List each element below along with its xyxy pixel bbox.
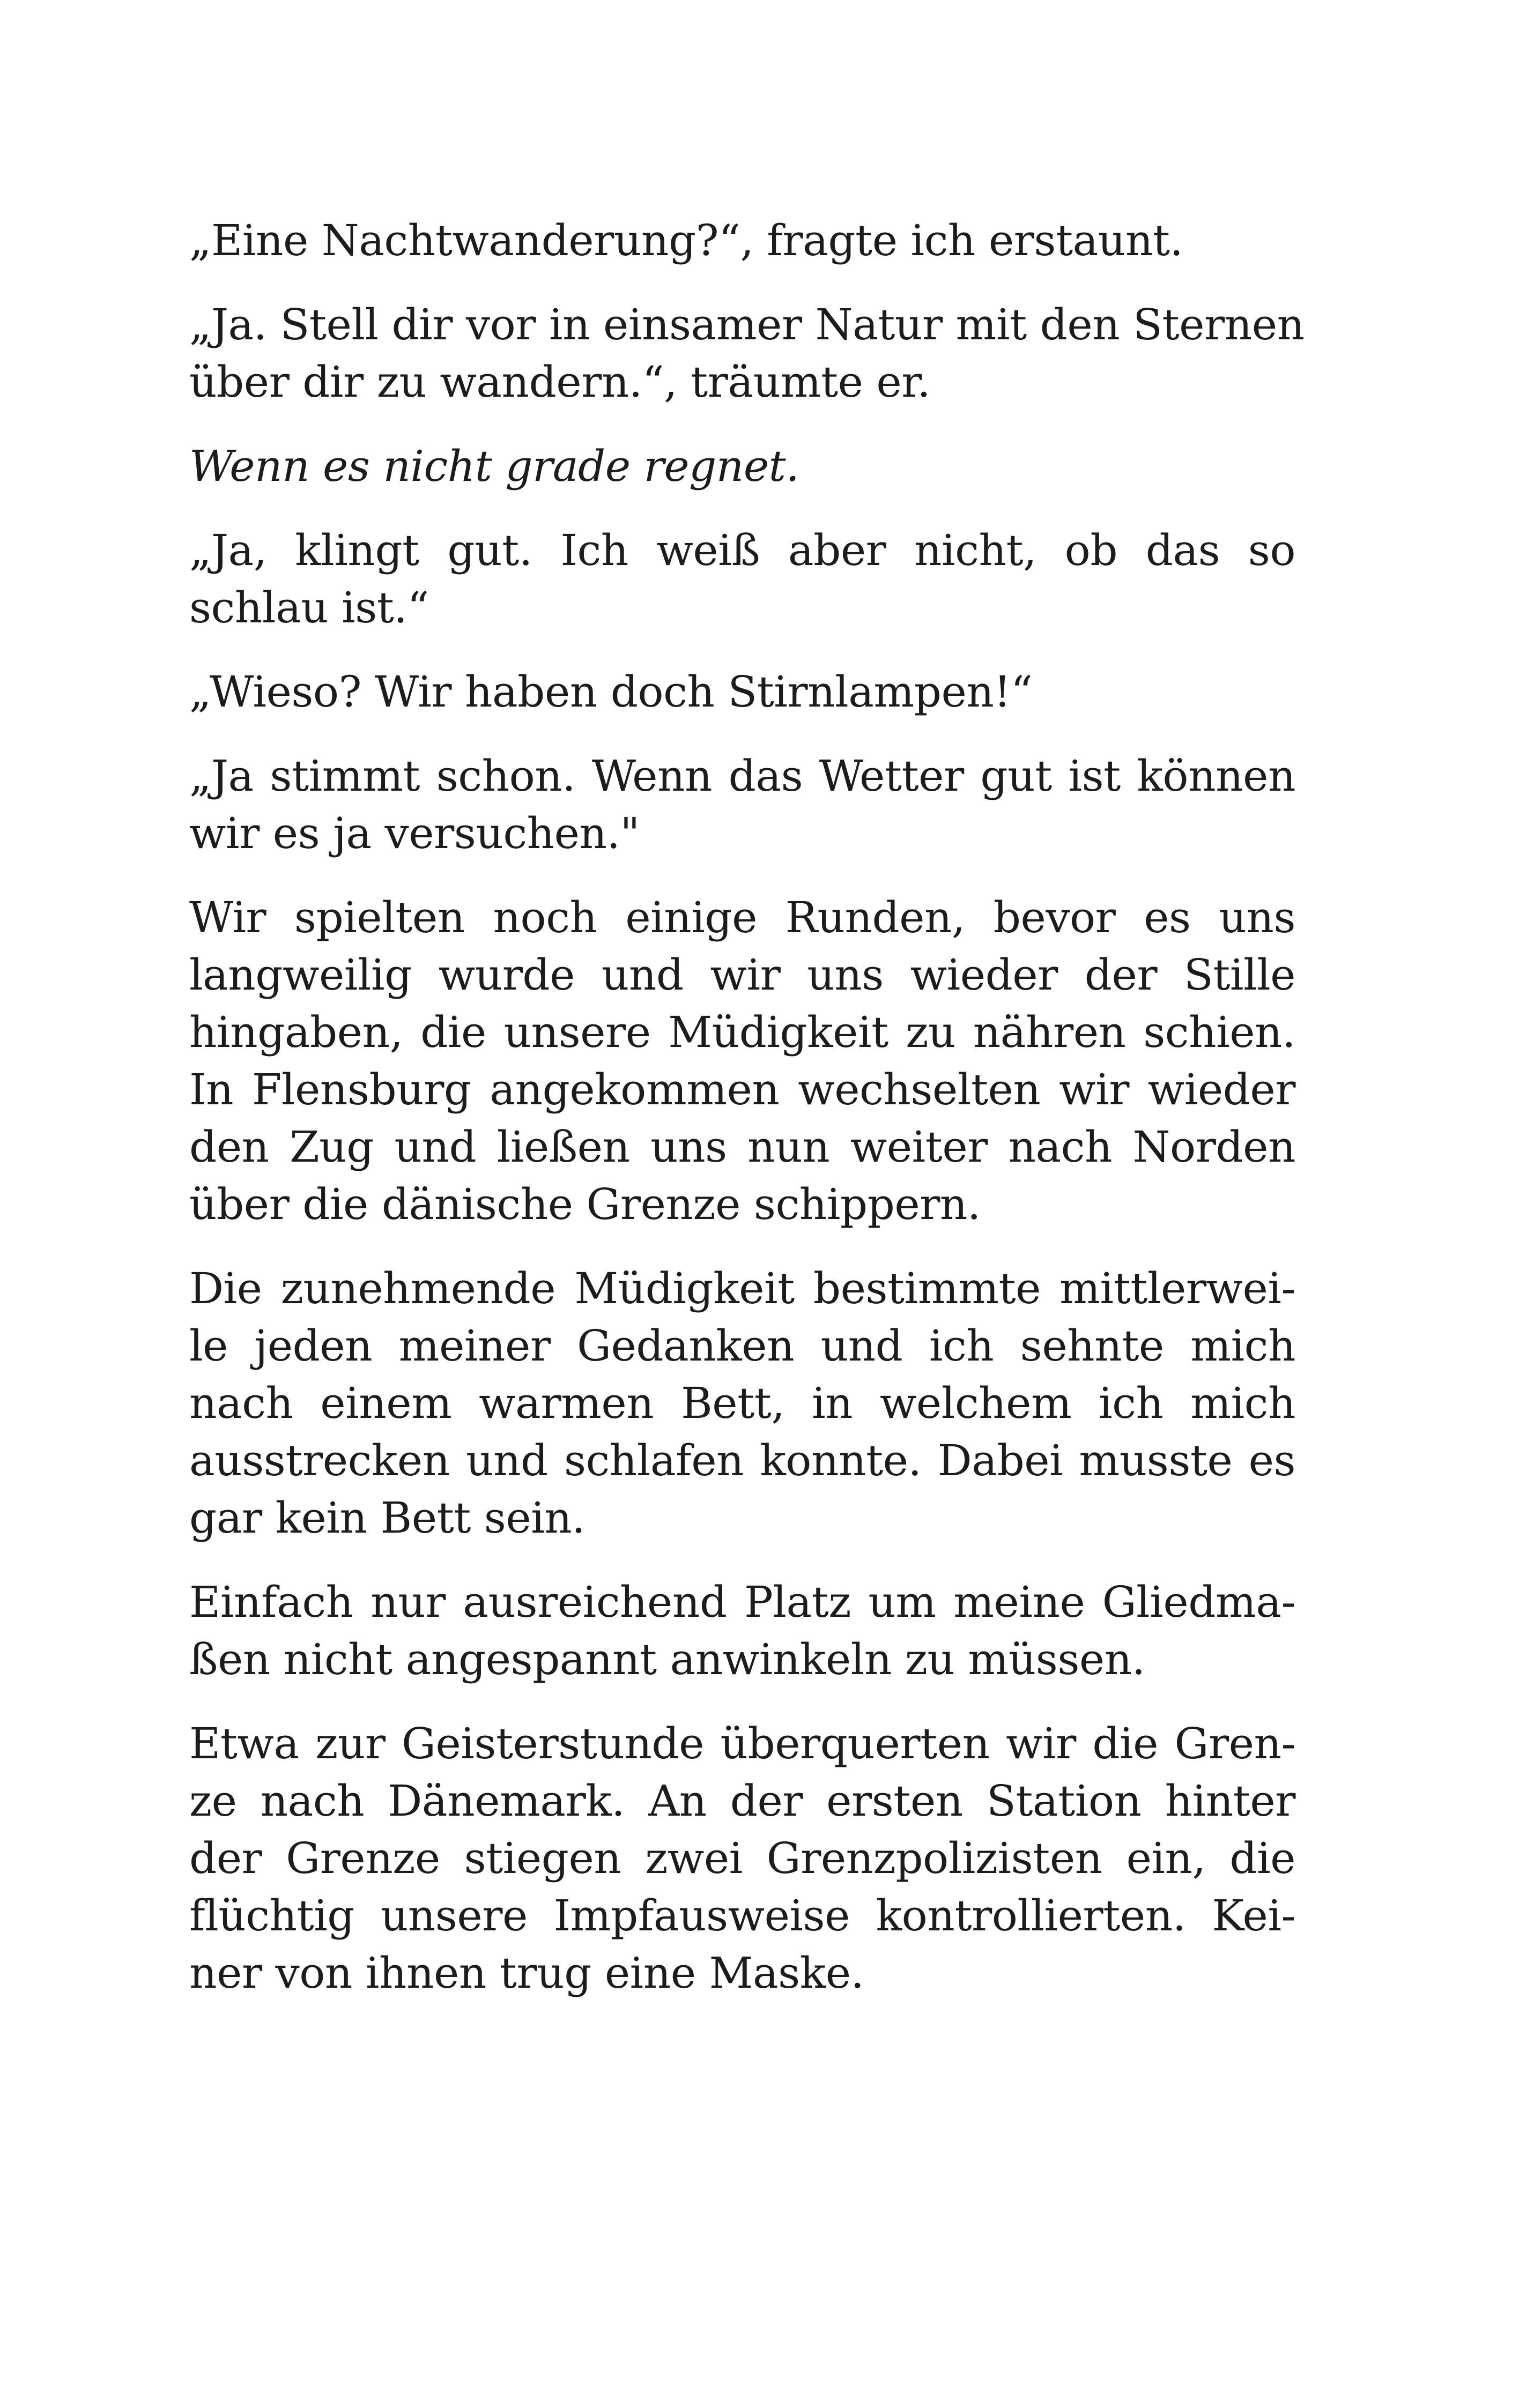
text-line: Wir spielten noch einige Runden, bevor es uns: [189, 893, 1295, 942]
text-line: schlau ist.“: [189, 583, 429, 633]
text-line: „Eine Nachtwanderung?“, fragte ich erstaunt.: [189, 215, 1183, 265]
text-line: nach einem warmen Bett, in welchem ich mich: [189, 1378, 1295, 1428]
paragraph: [189, 522, 1295, 636]
paragraph-italic: [189, 437, 1295, 495]
paragraph: [189, 747, 1295, 862]
page-text-block: [189, 212, 1305, 2028]
text-line: le jeden meiner Gedanken und ich sehnte mich: [189, 1321, 1295, 1371]
text-line: wir es ja versuchen.": [189, 808, 640, 858]
text-line: Einfach nur ausreichend Platz um meine Gliedma-: [189, 1577, 1295, 1627]
paragraph: [189, 1260, 1295, 1547]
text-line: „Ja, klingt gut. Ich weiß aber nicht, ob das so: [189, 525, 1295, 575]
text-line: flüchtig unsere Impfausweise kontrollierten. Kei-: [189, 1891, 1295, 1941]
text-line: „Wieso? Wir haben doch Stirnlampen!“: [189, 667, 1033, 717]
text-line: der Grenze stiegen zwei Grenzpolizisten ein, die: [189, 1833, 1295, 1883]
text-line: ze nach Dänemark. An der ersten Station hinter: [189, 1776, 1295, 1826]
text-line: ausstrecken und schlafen konnte. Dabei musste es: [189, 1436, 1295, 1485]
text-line: „Ja stimmt schon. Wenn das Wetter gut ist können: [189, 751, 1295, 801]
paragraph: [189, 1573, 1295, 1688]
text-line: langweilig wurde und wir uns wieder der Stille: [189, 950, 1295, 1000]
text-line: gar kein Bett sein.: [189, 1493, 586, 1543]
text-line: In Flensburg angekommen wechselten wir wieder: [189, 1065, 1295, 1114]
text-line: den Zug und ließen uns nun weiter nach Norden: [189, 1122, 1295, 1172]
text-line: ßen nicht angespannt anwinkeln zu müssen.: [189, 1634, 1145, 1684]
text-line: Wenn es nicht grade regnet.: [189, 441, 799, 491]
paragraph: [189, 296, 1305, 411]
text-line: Die zunehmende Müdigkeit bestimmte mittlerwei-: [189, 1264, 1295, 1313]
text-line: über die dänische Grenze schippern.: [189, 1179, 981, 1229]
text-line: „Ja. Stell dir vor in einsamer Natur mit den Sternen: [189, 300, 1305, 350]
paragraph: [189, 1715, 1295, 2002]
paragraph: [189, 212, 1295, 269]
text-line: Etwa zur Geisterstunde überquerten wir die Gren-: [189, 1719, 1295, 1768]
paragraph: [189, 889, 1295, 1233]
paragraph: [189, 663, 1295, 720]
text-line: über dir zu wandern.“, träumte er.: [189, 357, 931, 407]
text-line: hingaben, die unsere Müdigkeit zu nähren schien.: [189, 1007, 1295, 1057]
text-line: ner von ihnen trug eine Maske.: [189, 1948, 864, 1998]
